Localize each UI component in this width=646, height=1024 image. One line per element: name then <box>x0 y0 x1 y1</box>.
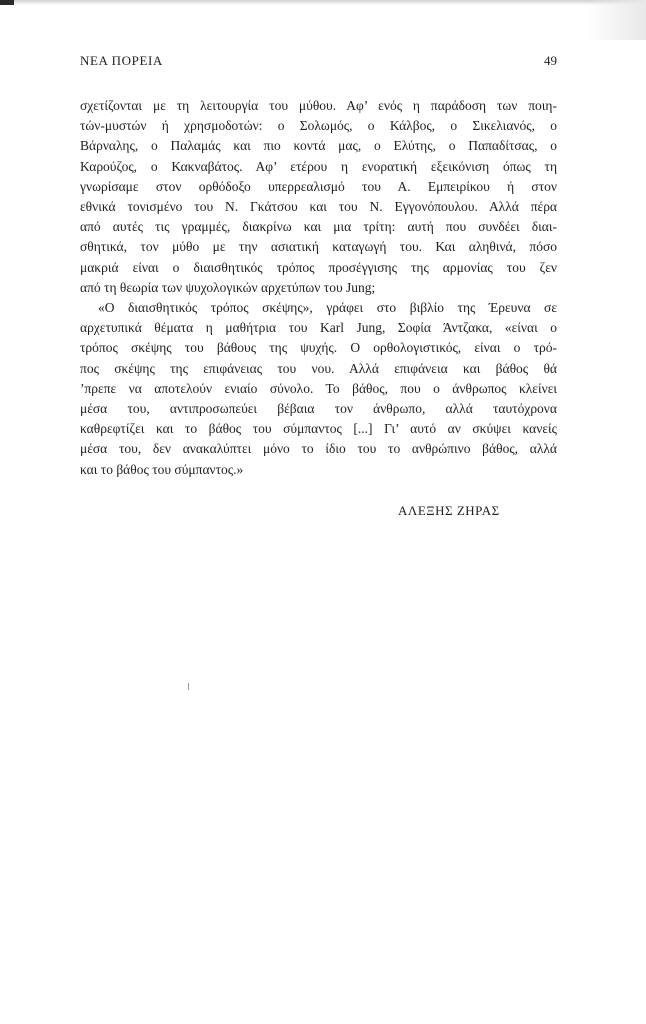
page-number: 49 <box>544 53 557 68</box>
text-line: Καρούζος, ο Κακναβάτος. Αφ’ ετέρου η ενορατική εξεικόνιση όπως τη <box>80 158 557 174</box>
text-line: γνωρίσαμε στον ορθόδοξο υπερρεαλισμό του Α. Εμπειρίκου ή στον <box>80 178 557 194</box>
text-line: τρόπος σκέψης του βάθους της ψυχής. Ο ορθολογιστικός, είναι ο τρό- <box>80 340 557 356</box>
text-line: από τη θεωρία των ψυχολογικών αρχετύπων του Jung; <box>80 279 376 295</box>
text-line: πος σκέψης της επιφάνειας του νου. Αλλά επιφάνεια και βάθος θά <box>80 360 557 376</box>
scan-speck <box>188 683 189 690</box>
text-line: μέσα του, αντιπροσωπεύει βέβαια τον άνθρωπο, αλλά ταυτόχρονα <box>80 401 557 417</box>
text-line: ’πρεπε να αποτελούν ενιαίο σύνολο. Το βάθος, που ο άνθρωπος κλείνει <box>80 380 557 396</box>
paragraph-2 <box>80 298 557 480</box>
text-line: καθρεφτίζει και το βάθος του σύμπαντος [...] Γι’ αυτό αν σκύψει κανείς <box>80 421 557 437</box>
author-signature: ΑΛΕΞΗΣ ΖΗΡΑΣ <box>398 503 500 518</box>
text-line: από αυτές τις γραμμές, διακρίνω και μια τρίτη: αυτή που συνδέει διαι- <box>80 219 557 235</box>
text-line: Βάρναλης, ο Παλαμάς και πιο κοντά μας, ο Ελύτης, ο Παπαδίτσας, ο <box>80 138 557 154</box>
text-line: «Ο διαισθητικός τρόπος σκέψης», γράφει στο βιβλίο της Έρευνα σε <box>98 300 557 316</box>
text-line: σθητικά, τον μύθο με την ασιατική καταγωγή του. Και αληθινά, πόσο <box>80 239 557 255</box>
text-line: τών-μυστών ή χρησμοδοτών: ο Σολωμός, ο Κάλβος, ο Σικελιανός, ο <box>80 118 557 134</box>
paragraph-1 <box>80 96 557 298</box>
article-body <box>80 96 557 480</box>
text-line: εθνικά τονισμένο του Ν. Γκάτσου και του Ν. Εγγονόπουλου. Αλλά πέρα <box>80 199 557 215</box>
text-line: μακριά είναι ο διαισθητικός τρόπος προσέγγισης της αρμονίας του ζεν <box>80 259 557 275</box>
running-title: ΝΕΑ ΠΟΡΕΙΑ <box>80 53 163 68</box>
scan-shadow <box>586 0 646 40</box>
text-line: αρχετυπικά θέματα η μαθήτρια του Karl Jung, Σοφία Άντζακα, «είναι ο <box>80 320 557 336</box>
text-line: και το βάθος του σύμπαντος.» <box>80 461 244 477</box>
scan-corner-mark <box>0 0 14 5</box>
text-line: μέσα του, δεν ανακαλύπτει μόνο το ίδιο του το ανθρώπινο βάθος, αλλά <box>80 441 557 457</box>
scan-edge <box>0 0 646 5</box>
text-line: σχετίζονται με τη λειτουργία του μύθου. Αφ’ ενός η παράδοση των ποιη- <box>80 98 557 113</box>
